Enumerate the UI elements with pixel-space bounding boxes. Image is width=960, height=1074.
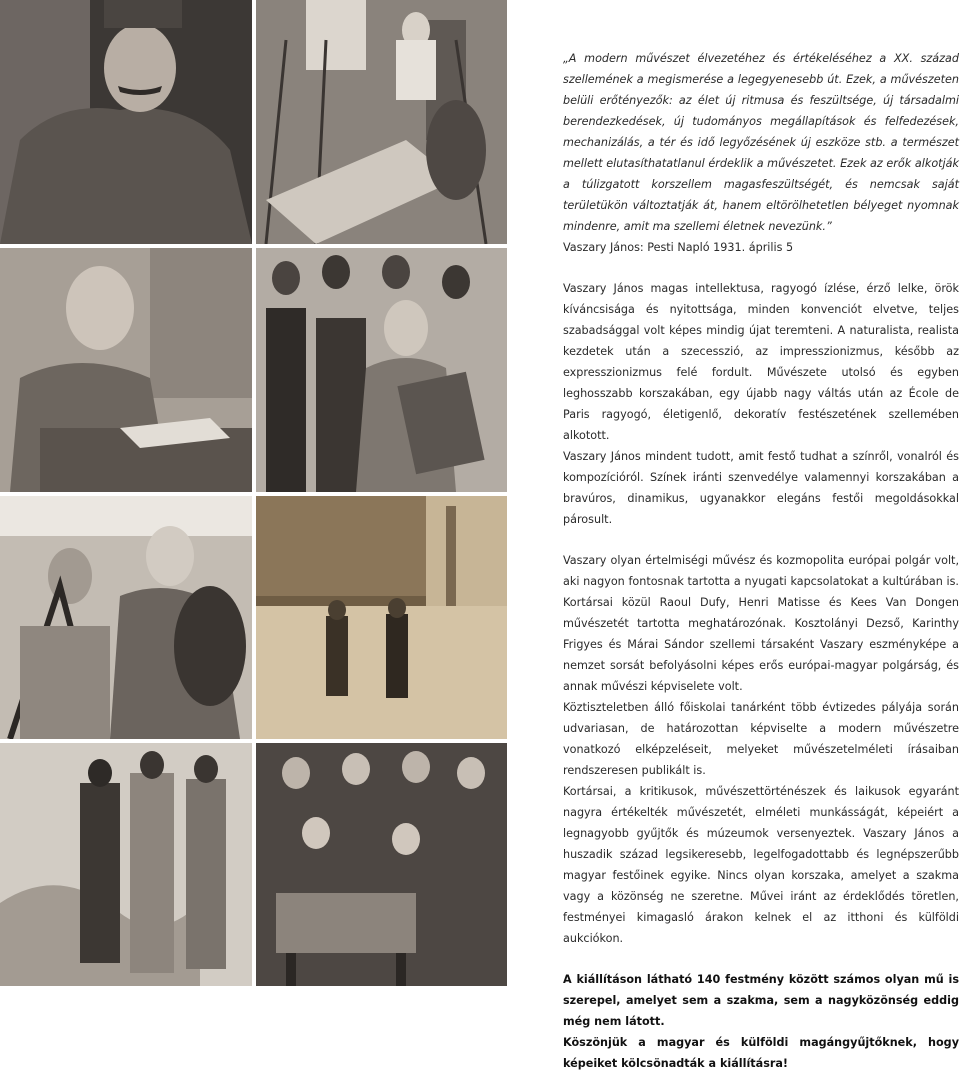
quote-source: Vaszary János: Pesti Napló 1931. április 5 (563, 241, 794, 254)
photo-drawing-at-desk (0, 248, 252, 492)
paragraph-thanks: Köszönjük a magyar és külföldi magángyűjtőknek, hogy képeiket kölcsönadták a kiállításra! (563, 1036, 959, 1070)
photo-art-studio (256, 0, 507, 244)
photo-easel-group (0, 496, 252, 739)
paragraph-intellect: Vaszary János magas intellektusa, ragyogó ízlése, érző lelke, örök kíváncsisága és nyitottsága, minden konvenciót elvetve, teljes szabadsággal volt képes mindig újat teremteni. A naturalista, realista kezdetek után a szecesszió, az impresszionizmus, később az expresszionizmus felé fordult. Művészete utolsó és egyben leghosszabb korszakában, egy újabb nagy váltás után az École de Paris ragyogó, életigenlő, dekoratív festészetének szellemében alkotott. (563, 282, 959, 442)
vaszary-quote: „A modern művészet élvezetéhez és értékeléséhez a XX. század szellemének a megismerése a legegyenesebb út. Ezek, a művészeten belüli erőtényezők: az élet új ritmusa és feszültsége, új társadalmi berendezkedések, új tudományos megállapítások és felfedezések, mechanizálás, a tér és idő legyőzésének új eszköze stb. a természet mellett elutasíthatatlanul érdeklik a művészetet. Ezek az erők alkotják a túlizgatott korszellem magasfeszültségét, és nemcsak saját területükön változtatják át, hanem eltörölhetetlen bélyeget nyomnak mindenre, amit ma szellemi életnek nevezünk.” (563, 52, 959, 233)
photo-gallery-viewing (0, 743, 252, 986)
text-column (563, 48, 959, 1074)
paragraph-reception: Kortársai, a kritikusok, művészettörténészek és laikusok egyaránt nagyra értékelték művészetét, elméleti munkásságát, képeiért a legnagyobb gyűjtők és múzeumok versenyeztek. Vaszary János a huszadik század legsikeresebb, legelfogadottabb és legnépszerűbb magyar festőinek egyike. Nincs olyan korszaka, amelyet a szakma vagy a közönség ne szeretne. Művei iránt az érdeklődés töretlen, festményei kimagasló árakon kelnek el az itthoni és külföldi aukciókon. (563, 785, 959, 945)
paragraph-color: Vaszary János mindent tudott, amit festő tudhat a színről, vonalról és kompozícióról. Színek iránti szenvedélye valamennyi korszakában a bravúros, dinamikus, ugyanakkor elegáns festői megoldásokkal párosult. (563, 450, 959, 526)
photo-painter-with-students (256, 248, 507, 492)
photo-group-portrait (256, 743, 507, 986)
paragraph-cosmopolitan: Vaszary olyan értelmiségi művész és kozmopolita európai polgár volt, aki nagyon fontosnak tartotta a nyugati kapcsolatokat a kultúrában is. Kortársai közül Raoul Dufy, Henri Matisse és Kees Van Dongen művészetét tartotta meghatározónak. Kosztolányi Dezső, Karinthy Frigyes és Márai Sándor szellemi társaként Vaszary eszményképe a nemzet sorsát befolyásolni képes erős európai-magyar polgárság, és annak művészi képviselete volt. (563, 554, 959, 693)
photo-portrait-uniform (0, 0, 252, 244)
paragraph-exhibition: A kiállításon látható 140 festmény között számos olyan mű is szerepel, amelyet sem a szakma, sem a nagyközönség eddig még nem látott. (563, 973, 959, 1028)
photo-venice-square (256, 496, 507, 739)
paragraph-professor: Köztiszteletben álló főiskolai tanárként több évtizedes pályája során udvariasan, de határozottan képviselte a modern művészetre vonatkozó elképzeléseit, melyeket művészetelméleti írásaiban rendszeresen publikált is. (563, 701, 959, 777)
